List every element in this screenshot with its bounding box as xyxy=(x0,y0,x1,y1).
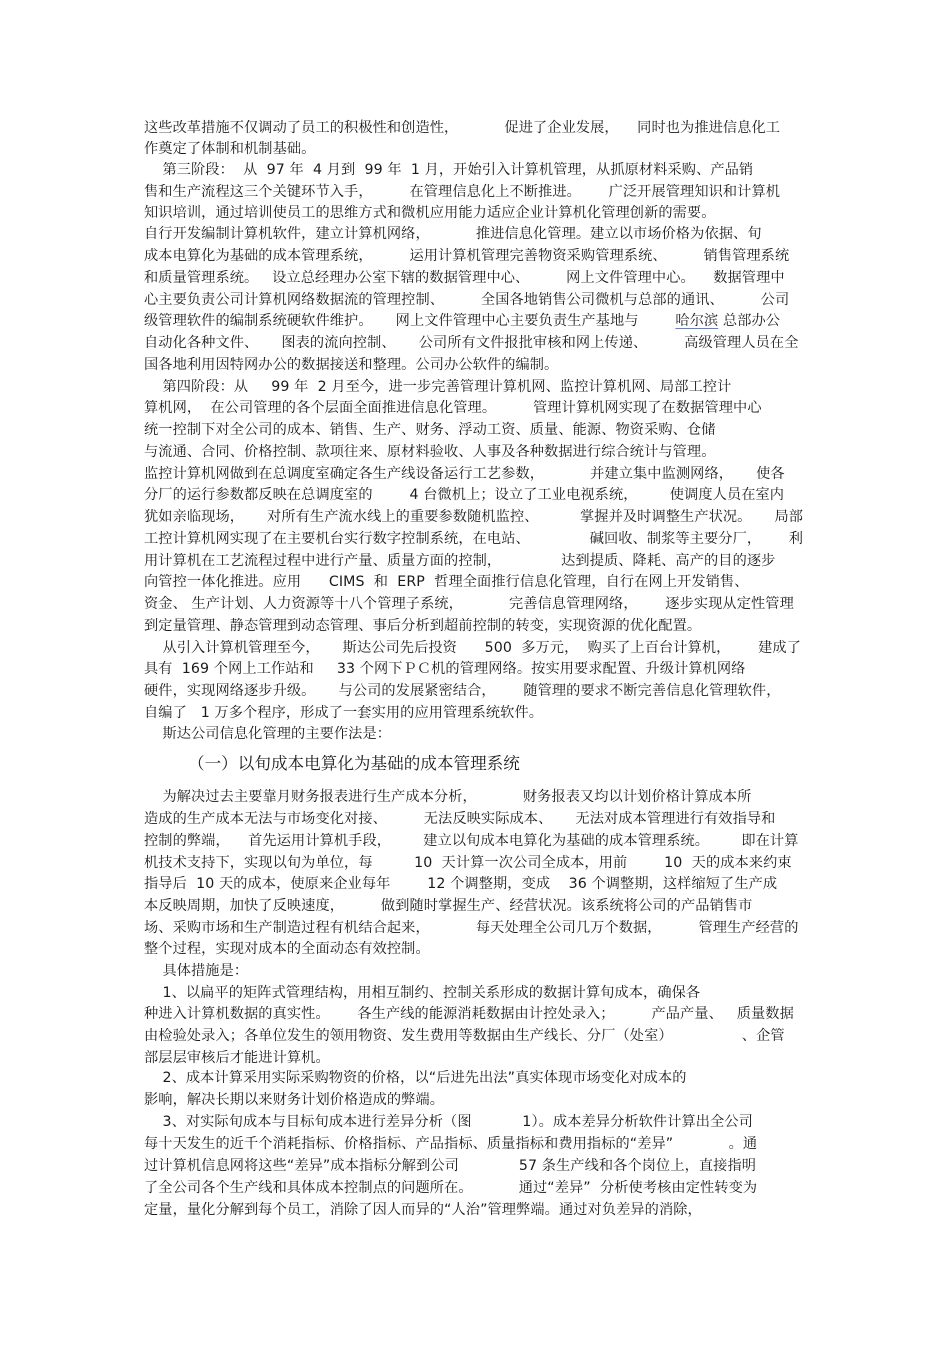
text-line: 从引入计算机管理至今， 斯达公司先后投资 500 多万元， 购买了上百台计算机， 建成了 xyxy=(144,640,801,656)
text-line: 机技术支持下，实现以旬为单位，每 10 天计算一次公司全成本，用前 10 天的成本来约束 xyxy=(144,855,792,871)
text-line: 2、成本计算采用实际采购物资的价格，以“后进先出法”真实体现市场变化对成本的 xyxy=(144,1070,687,1086)
text-line: 成本电算化为基础的成本管理系统， 运用计算机管理完善物资采购管理系统、 销售管理系统 xyxy=(144,248,790,264)
text-line: 和质量管理系统。 设立总经理办公室下辖的数据管理中心、 网上文件管理中心。 数据管理中 xyxy=(144,270,785,286)
text-line: 算机网， 在公司管理的各个层面全面推进信息化管理。 管理计算机网实现了在数据管理中心 xyxy=(144,400,762,416)
text-line: 硬件，实现网络逐步升级。 与公司的发展紧密结合， 随管理的要求不断完善信息化管理软件， xyxy=(144,683,781,699)
text-line: 本反映周期，加快了反映速度， 做到随时掌握生产、经营状况。该系统将公司的产品销售市 xyxy=(144,898,753,914)
text-line: 影响，解决长期以来财务计划价格造成的弊端。 xyxy=(144,1092,445,1108)
text-line: 过计算机信息网将这些“差异”成本指标分解到公司 57 条生产线和各个岗位上，直接指明 xyxy=(144,1158,757,1174)
text-line: 指导后 10 天的成本，使原来企业每年 12 个调整期，变成 36 个调整期，这样缩短了生产成 xyxy=(144,876,778,892)
text-line: 部层层审核后才能进计算机。 xyxy=(144,1050,330,1066)
text-line: 了全公司各个生产线和具体成本控制点的问题所在。 通过“差异” 分析使考核由定性转变为 xyxy=(144,1180,758,1196)
text-line: 心主要负责公司计算机网络数据流的管理控制、 全国各地销售公司微机与总部的通讯、 公司 xyxy=(144,292,790,308)
text-line: 自动化各种文件、 图表的流向控制、 公司所有文件报批审核和网上传递、 高级管理人员在全 xyxy=(144,335,799,351)
text-line: 这些改革措施不仅调动了员工的积极性和创造性， 促进了企业发展， 同时也为推进信息化工 xyxy=(144,120,781,136)
text-line: 用计算机在工艺流程过程中进行产量、质量方面的控制， 达到提质、降耗、高产的目的逐步 xyxy=(144,553,776,569)
text-line: 级管理软件的编制系统硬软件维护。 网上文件管理中心主要负责生产基地与 哈尔滨 总部办公 xyxy=(144,313,781,329)
text-line: 犹如亲临现场， 对所有生产流水线上的重要参数随机监控、 掌握并及时调整生产状况。 局部 xyxy=(144,509,804,525)
text-line: 向管控一体化推进。应用 CIMS 和 ERP 哲理全面推行信息化管理，自行在网上开发销售、 xyxy=(144,574,749,590)
text-line: 具有 169 个网上工作站和 33 个网下ＰＣ机的管理网络。按实用要求配置、升级计算机网络 xyxy=(144,661,746,677)
text-line: 每十天发生的近千个消耗指标、价格指标、产品指标、质量指标和费用指标的“差异” 。通 xyxy=(144,1136,758,1152)
text-line: 统一控制下对全公司的成本、销售、生产、财务、浮动工资、质量、能源、物资采购、仓储 xyxy=(144,422,716,438)
text-line: 为解决过去主要靠月财务报表进行生产成本分析， 财务报表又均以计划价格计算成本所 xyxy=(144,789,752,805)
text-line: 整个过程，实现对成本的全面动态有效控制。 xyxy=(144,941,430,957)
text-line: 第四阶段：从 99 年 2 月至今，进一步完善管理计算机网、监控计算机网、局部工控计 xyxy=(144,379,732,395)
text-line: 监控计算机网做到在总调度室确定各生产线设备运行工艺参数， 并建立集中监测网络， 使各 xyxy=(144,466,785,482)
text-line: 第三阶段： 从 97 年 4 月到 99 年 1 月，开始引入计算机管理，从抓原材料采购、产品销 xyxy=(144,162,754,178)
text-line: 场、采购市场和生产制造过程有机结合起来， 每天处理全公司几万个数据， 管理生产经营的 xyxy=(144,920,799,936)
text-line: 作奠定了体制和机制基础。 xyxy=(144,141,316,157)
section-heading: （一）以旬成本电算化为基础的成本管理系统 xyxy=(188,754,520,773)
text-line: 自行开发编制计算机软件，建立计算机网络， 推进信息化管理。建立以市场价格为依据、旬 xyxy=(144,226,762,242)
text-line: 与流通、合同、价格控制、款项往来、原材料验收、人事及各种数据进行综合统计与管理。 xyxy=(144,444,716,460)
text-line: 分厂的运行参数都反映在总调度室的 4 台微机上；设立了工业电视系统， 使调度人员在室内 xyxy=(144,487,785,503)
text-line: 具体措施是： xyxy=(144,963,249,979)
text-line: 知识培训，通过培训使员工的思维方式和微机应用能力适应企业计算机化管理创新的需要。 xyxy=(144,205,716,221)
text-line: 定量，量化分解到每个员工，消除了因人而异的“人治”管理弊端。通过对负差异的消除， xyxy=(144,1202,702,1218)
text-line: 3、对实际旬成本与目标旬成本进行差异分析（图 1）。成本差异分析软件计算出全公司 xyxy=(144,1114,753,1130)
text-line: 1、以扁平的矩阵式管理结构，用相互制约、控制关系形成的数据计算旬成本，确保各 xyxy=(144,985,701,1001)
text-line: 种进入计算机数据的真实性。 各生产线的能源消耗数据由计控处录入； 产品产量、 质量数据 xyxy=(144,1006,794,1022)
harbin-link[interactable]: 哈尔滨 xyxy=(675,313,719,329)
text-line: 自编了 1 万多个程序，形成了一套实用的应用管理系统软件。 xyxy=(144,705,544,721)
text-line: 到定量管理、静态管理到动态管理、事后分析到超前控制的转变，实现资源的优化配置。 xyxy=(144,618,702,634)
text-line: 由检验处录入；各单位发生的领用物资、发生费用等数据由生产线长、分厂（处室） 、企管 xyxy=(144,1028,785,1044)
text-line: 售和生产流程这三个关键环节入手， 在管理信息化上不断推进。 广泛开展管理知识和计算机 xyxy=(144,184,781,200)
text-line: 工控计算机网实现了在主要机台实行数字控制系统，在电站、 碱回收、制浆等主要分厂， 利 xyxy=(144,531,804,547)
text-line: 造成的生产成本无法与市场变化对接、 无法反映实际成本、 无法对成本管理进行有效指导和 xyxy=(144,811,776,827)
text-line: 控制的弊端， 首先运用计算机手段， 建立以旬成本电算化为基础的成本管理系统。 即在计算 xyxy=(144,833,799,849)
text-line: 资金、 生产计划、人力资源等十八个管理子系统， 完善信息管理网络， 逐步实现从定性管理 xyxy=(144,596,794,612)
text-line: 国各地利用因特网办公的数据接送和整理。公司办公软件的编制。 xyxy=(144,357,559,373)
text-line: 斯达公司信息化管理的主要作法是： xyxy=(144,726,392,742)
